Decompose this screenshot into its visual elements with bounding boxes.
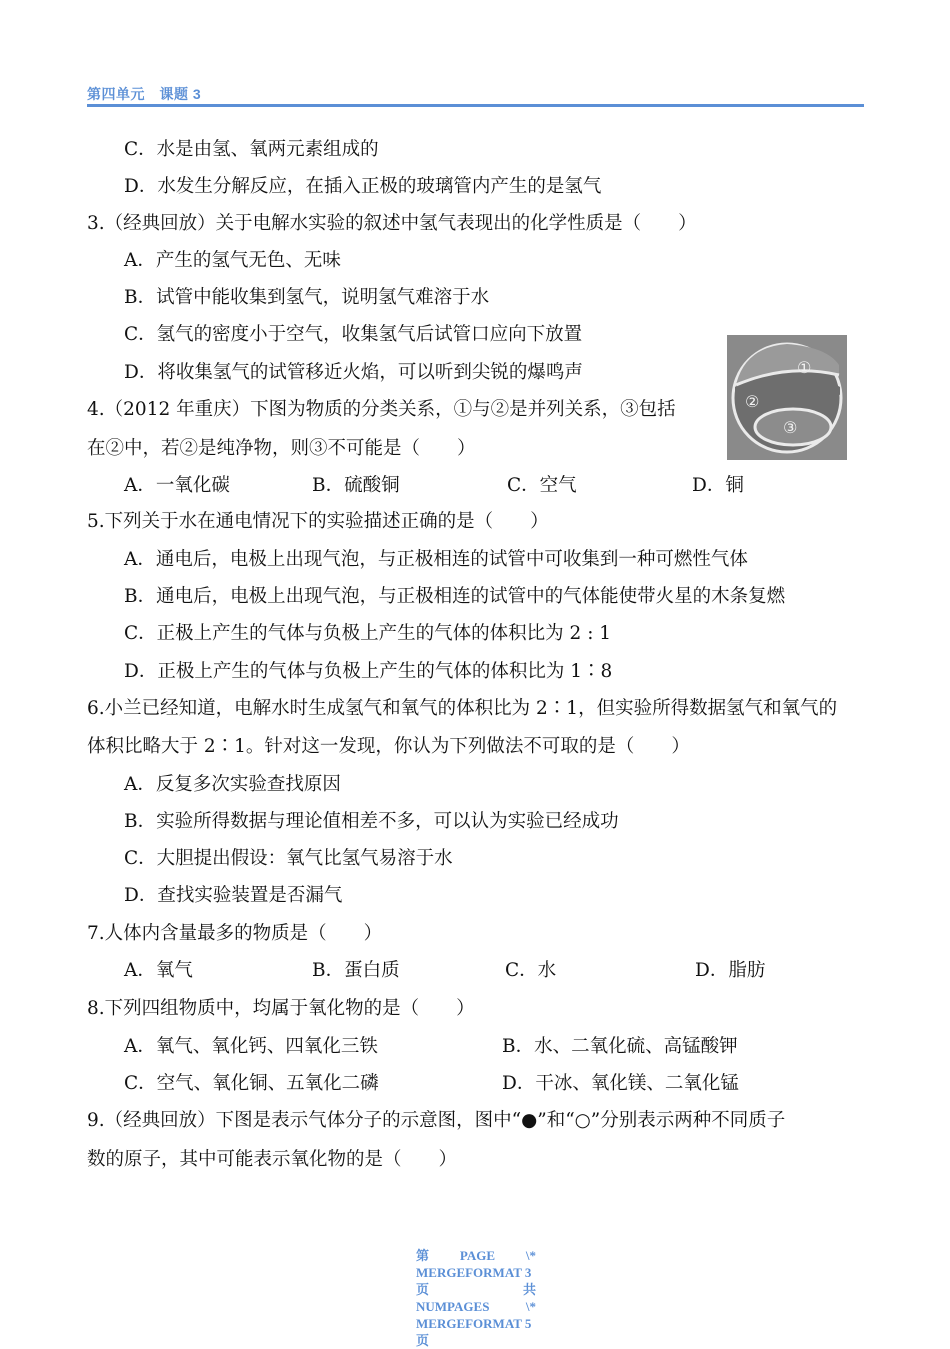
q5-option-c: C．正极上产生的气体与负极上产生的气体的体积比为 2 : 1 <box>124 623 612 644</box>
footer-page-field: PAGE <box>459 1248 496 1263</box>
classification-diagram-svg <box>727 335 847 460</box>
q6-option-c: C．大胆提出假设：氧气比氢气易溶于水 <box>124 848 453 869</box>
q6-option-d: D．查找实验装置是否漏气 <box>124 885 343 906</box>
q9-stem-line1: 9.（经典回放）下图是表示气体分子的示意图，图中“●”和“○”分别表示两种不同质子 <box>87 1110 786 1131</box>
footer-switch-2: \* <box>525 1299 536 1314</box>
q7-option-d: D．脂肪 <box>695 960 766 981</box>
q5-option-d: D．正极上产生的气体与负极上产生的气体的体积比为 1∶8 <box>124 661 613 682</box>
header-title: 第四单元 课题 3 <box>87 86 202 102</box>
q4-stem-line1: 4.（2012 年重庆）下图为物质的分类关系，①与②是并列关系，③包括 <box>87 399 676 420</box>
figure-label-1: ① <box>797 358 812 377</box>
footer-line-4 <box>416 1298 536 1315</box>
footer-di: 第 <box>416 1248 430 1263</box>
q2-option-c: C．水是由氢、氧两元素组成的 <box>124 139 379 160</box>
q7-option-c: C．水 <box>505 960 557 981</box>
q4-option-d: D．铜 <box>692 475 744 496</box>
q3-option-c: C．氢气的密度小于空气，收集氢气后试管口应向下放置 <box>124 324 583 345</box>
page-header <box>87 84 864 107</box>
footer-ye-2: 页 <box>416 1333 430 1348</box>
footer-line-1 <box>416 1247 536 1264</box>
footer-gong: 共 <box>522 1282 536 1297</box>
q3-option-b: B．试管中能收集到氢气，说明氢气难溶于水 <box>124 287 490 308</box>
q9-stem-line2: 数的原子，其中可能表示氧化物的是（ ） <box>87 1149 458 1170</box>
q3-stem: 3.（经典回放）关于电解水实验的叙述中氢气表现出的化学性质是（ ） <box>87 213 697 234</box>
q4-option-a: A．一氧化碳 <box>124 475 230 496</box>
q6-stem-line2: 体积比略大于 2∶1。针对这一发现，你认为下列做法不可取的是（ ） <box>87 736 690 757</box>
q2-option-d: D．水发生分解反应，在插入正极的玻璃管内产生的是氢气 <box>124 176 602 197</box>
figure-label-2: ② <box>745 392 760 411</box>
q5-option-b: B．通电后，电极上出现气泡，与正极相连的试管中的气体能使带火星的木条复燃 <box>124 586 786 607</box>
q7-stem: 7.人体内含量最多的物质是（ ） <box>87 923 383 944</box>
q8-option-d: D．干冰、氧化镁、二氧化锰 <box>502 1073 739 1094</box>
q6-stem-line1: 6.小兰已经知道，电解水时生成氢气和氧气的体积比为 2∶1，但实验所得数据氢气和氧气的 <box>87 698 838 719</box>
footer-line-2 <box>416 1264 536 1281</box>
q8-option-a: A．氧气、氧化钙、四氧化三铁 <box>124 1036 378 1057</box>
q4-stem-line2: 在②中，若②是纯净物，则③不可能是（ ） <box>87 438 476 459</box>
q4-option-b: B．硫酸铜 <box>312 475 400 496</box>
q7-option-b: B．蛋白质 <box>312 960 400 981</box>
q3-option-a: A．产生的氢气无色、无味 <box>124 250 341 271</box>
q4-option-c: C．空气 <box>507 475 577 496</box>
q8-option-b: B．水、二氧化硫、高锰酸钾 <box>502 1036 738 1057</box>
footer-mergeformat-1: MERGEFORMAT 3 <box>416 1265 532 1280</box>
q3-option-d: D．将收集氢气的试管移近火焰，可以听到尖锐的爆鸣声 <box>124 362 583 383</box>
q8-option-c: C．空气、氧化铜、五氧化二磷 <box>124 1073 379 1094</box>
q5-option-a: A．通电后，电极上出现气泡，与正极相连的试管中可收集到一种可燃性气体 <box>124 549 748 570</box>
footer-numpages-field: NUMPAGES <box>416 1299 490 1314</box>
q5-stem: 5.下列关于水在通电情况下的实验描述正确的是（ ） <box>87 511 549 532</box>
footer-switch-1: \* <box>525 1248 536 1263</box>
q7-option-a: A．氧气 <box>124 960 193 981</box>
footer-ye: 页 <box>416 1282 430 1297</box>
classification-diagram <box>727 335 847 460</box>
page-footer <box>416 1247 536 1349</box>
q6-option-b: B．实验所得数据与理论值相差不多，可以认为实验已经成功 <box>124 811 619 832</box>
footer-line-3 <box>416 1281 536 1298</box>
figure-label-3: ③ <box>783 418 798 437</box>
footer-line-6 <box>416 1332 536 1349</box>
footer-mergeformat-2: MERGEFORMAT 5 <box>416 1316 532 1331</box>
q8-stem: 8.下列四组物质中，均属于氧化物的是（ ） <box>87 998 475 1019</box>
footer-line-5 <box>416 1315 536 1332</box>
q6-option-a: A．反复多次实验查找原因 <box>124 774 341 795</box>
